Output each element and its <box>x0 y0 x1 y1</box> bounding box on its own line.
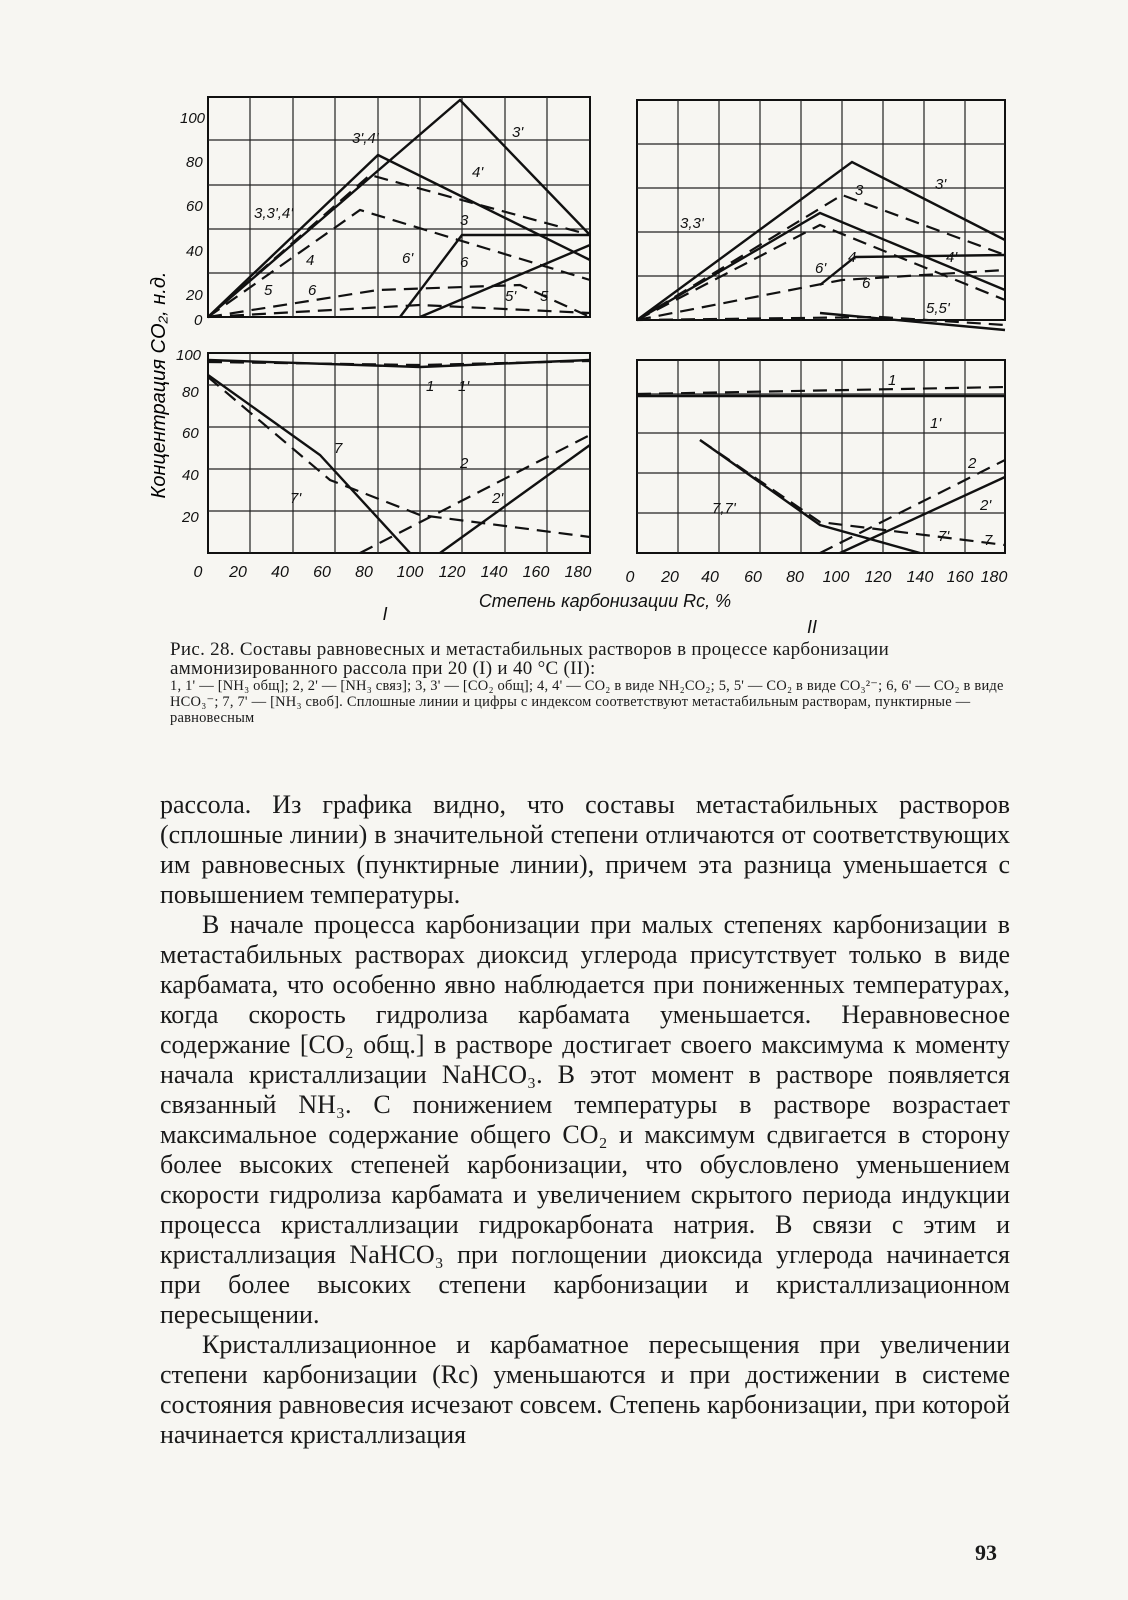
label-ur-5: 4' <box>946 249 958 266</box>
caption-legend: 1, 1' — [NH₃ общ]; 2, 2' — [NH₃ связ]; 3, 3' — [CO₂ общ]; 4, 4' — CO₂ в виде NH₂CO₂; 5, 5' — CO₂ в виде CO₃²⁻; 6, 6' — CO₂ в виде HCO₃⁻; 7, 7' — [NH₃ своб]. Сплошные линии и цифры с индексом соответствуют метастабильным растворам, пунктирные — равновесным <box>170 678 1004 726</box>
body-text <box>160 790 1010 1450</box>
xtick-l-80: 80 <box>355 564 373 581</box>
panel-label-i: I <box>382 604 388 624</box>
tick-ll-20: 20 <box>182 509 199 526</box>
tick-ul-100: 100 <box>180 110 206 127</box>
label-ul-11: 5 <box>540 288 549 305</box>
tick-ul-0: 0 <box>194 312 203 329</box>
label-ur-0: 3 <box>855 182 864 199</box>
figure-svg <box>120 85 1040 640</box>
xtick-l-0: 0 <box>193 564 203 581</box>
label-ll-5: 2' <box>492 490 504 507</box>
label-ll-0: 1 <box>426 378 435 395</box>
label-lr-4: 2' <box>980 497 992 514</box>
tick-ll-100: 100 <box>176 347 202 364</box>
tick-ll-40: 40 <box>182 467 199 484</box>
label-lr-3: 2 <box>968 455 977 472</box>
xtick-r-20: 20 <box>661 569 679 586</box>
label-ul-3: 3,3',4' <box>254 205 294 222</box>
xtick-r-140: 140 <box>906 569 934 586</box>
y-axis-label: Концентрация CO₂, н.д. <box>148 271 170 499</box>
xtick-r-40: 40 <box>701 569 719 586</box>
xtick-r-60: 60 <box>744 569 762 586</box>
xtick-l-100: 100 <box>396 564 424 581</box>
x-axis-label: Степень карбонизации Rc, % <box>478 591 732 611</box>
label-ll-4: 2 <box>460 455 469 472</box>
label-ur-6: 6 <box>862 275 871 292</box>
page-number: 93 <box>975 1540 997 1565</box>
xtick-l-120: 120 <box>438 564 466 581</box>
label-lr-0: 1 <box>888 372 897 389</box>
tick-ul-60: 60 <box>186 198 203 215</box>
xtick-l-160: 160 <box>522 564 550 581</box>
label-ll-1: 1' <box>458 378 470 395</box>
label-lr-1: 1' <box>930 415 942 432</box>
label-ur-7: 5,5' <box>926 300 950 317</box>
tick-ul-40: 40 <box>186 243 203 260</box>
label-ur-1: 3' <box>935 176 947 193</box>
label-ll-2: 7 <box>334 440 343 457</box>
label-ul-7: 6 <box>460 254 469 271</box>
label-lr-5: 7' <box>938 528 950 545</box>
xtick-r-100: 100 <box>822 569 850 586</box>
xtick-l-60: 60 <box>313 564 331 581</box>
label-lr-2: 7,7' <box>712 500 736 517</box>
tick-ll-80: 80 <box>182 384 199 401</box>
tick-ul-80: 80 <box>186 154 203 171</box>
label-ul-9: 6 <box>308 282 317 299</box>
panel-lower-right <box>637 360 1005 553</box>
xtick-r-80: 80 <box>786 569 804 586</box>
label-ul-6: 6' <box>402 250 414 267</box>
paragraph-1: рассола. Из графика видно, что составы метастабильных растворов (сплошные линии) в значительной степени отличаются от соответствующих им равновесных (пунктирные линии), причем эта разница уменьшается с повышением температуры. <box>160 790 1010 909</box>
figure-28 <box>120 85 1040 640</box>
xtick-l-140: 140 <box>480 564 508 581</box>
label-ul-10: 5' <box>505 288 517 305</box>
panel-lower-left <box>208 353 590 553</box>
label-ur-4: 4 <box>848 249 857 266</box>
xtick-r-180: 180 <box>980 569 1008 586</box>
label-ur-3: 6' <box>815 260 827 277</box>
caption-lead: Рис. 28. Составы равновесных и метастабильных растворов в процессе карбонизации аммонизированного рассола при 20 (I) и 40 °C (II): <box>170 639 890 679</box>
xtick-l-40: 40 <box>271 564 289 581</box>
label-ul-5: 4 <box>306 252 315 269</box>
label-ll-3: 7' <box>290 490 302 507</box>
xtick-l-180: 180 <box>564 564 592 581</box>
label-ul-2: 4' <box>472 164 484 181</box>
paragraph-2: В начале процесса карбонизации при малых степенях карбонизации в метастабильных растворах диоксид углерода присутствует только в виде карбамата, что особенно явно наблюдается при пониженных температурах, когда скорость гидролиза карбамата уменьшается. Неравновесное содержание [CO₂ общ.] в растворе достигает своего максимума к моменту начала кристаллизации NaHCO₃. В этот момент в растворе появляется связанный NH₃. С понижением температуры в растворе возрастает максимальное содержание общего CO₂ и максимум сдвигается в сторону более высоких степеней карбонизации, что обусловлено уменьшением скорости гидролиза карбамата и увеличением скрытого периода индукции процесса кристаллизации гидрокарбоната натрия. В связи с этим и кристаллизация NaHCO₃ при поглощении диоксида углерода начинается при более высоких степени карбонизации и кристаллизационном пересыщении. <box>160 910 1010 1329</box>
xtick-r-160: 160 <box>946 569 974 586</box>
label-ul-8: 5 <box>264 282 273 299</box>
label-ur-2: 3,3' <box>680 215 704 232</box>
label-ul-4: 3 <box>460 212 469 229</box>
xtick-r-0: 0 <box>625 569 635 586</box>
tick-ul-20: 20 <box>186 287 203 304</box>
label-lr-6: 7 <box>984 532 993 549</box>
xtick-l-20: 20 <box>229 564 247 581</box>
panel-label-ii: II <box>806 617 818 637</box>
paragraph-3: Кристаллизационное и карбаматное пересыщения при увеличении степени карбонизации (Rc) уменьшаются и при достижении в системе состояния равновесия исчезают совсем. Степень карбонизации, при которой начинается кристаллизация <box>160 1330 1010 1449</box>
tick-ll-60: 60 <box>182 425 199 442</box>
figure-caption <box>170 640 1020 726</box>
xtick-r-120: 120 <box>864 569 892 586</box>
label-ul-1: 3' <box>512 124 524 141</box>
label-ul-0: 3',4' <box>352 130 379 147</box>
